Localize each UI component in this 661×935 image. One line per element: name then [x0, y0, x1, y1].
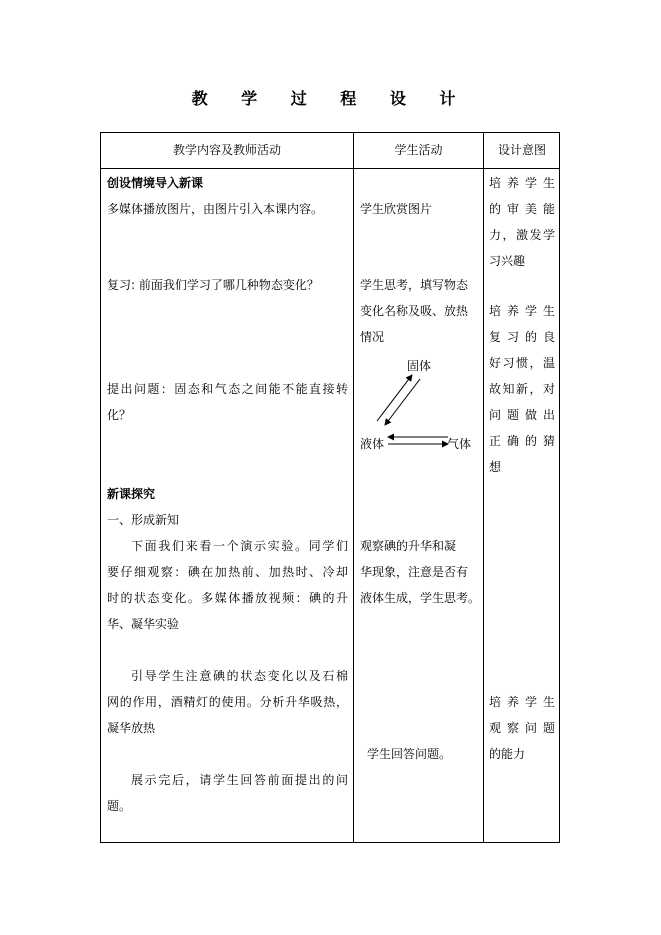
arrow-liquid-to-solid [377, 375, 412, 421]
student-activity-think-line2: 变化名称及吸、放热 [360, 304, 469, 318]
question-text-line1: 提出问题：固态和气态之间能不能直接转 [107, 382, 348, 396]
student-activity-think-line3: 情况 [360, 330, 385, 344]
guide-text-line3: 凝华放热 [107, 721, 156, 735]
intent-2-line3: 好习惯，温 [489, 356, 555, 370]
intent-3-line1: 培养学生 [489, 695, 555, 709]
state-change-diagram [354, 363, 483, 453]
intent-2-line5: 问题做出 [489, 408, 555, 422]
closing-text-line2: 题。 [107, 799, 132, 813]
header-divider [101, 168, 559, 169]
experiment-text-line1: 下面我们来看一个演示实验。同学们 [131, 539, 348, 553]
closing-text-line1: 展示完后，请学生回答前面提出的问 [131, 773, 348, 787]
guide-text-line2: 网的作用，酒精灯的使用。分析升华吸热， [107, 695, 348, 709]
intent-2-line7: 想 [489, 460, 502, 474]
column-divider-2 [483, 133, 484, 842]
student-activity-observe-line1: 观察碘的升华和凝 [360, 539, 457, 553]
page-title: 教 学 过 程 设 计 [191, 89, 470, 108]
arrow-solid-to-liquid [385, 379, 420, 425]
student-activity-answer: 学生回答问题。 [367, 747, 452, 761]
column-divider-1 [353, 133, 354, 842]
experiment-text-line4: 华、凝华实验 [107, 617, 180, 631]
intent-1-line3: 力，激发学 [489, 228, 555, 242]
student-activity-think-line1: 学生思考，填写物态 [360, 278, 469, 292]
intent-1-line4: 习兴趣 [489, 254, 526, 268]
intent-2-line6: 正确的猜 [489, 434, 555, 448]
header-student-activity: 学生活动 [394, 143, 443, 157]
intent-1-line2: 的审美能 [489, 202, 555, 216]
intro-text: 多媒体播放图片，由图片引入本课内容。 [107, 202, 324, 216]
intent-2-line4: 故知新，对 [489, 382, 555, 396]
review-text: 复习: 前面我们学习了哪几种物态变化？ [107, 278, 319, 292]
diagram-label-gas: 气体 [447, 437, 472, 451]
student-activity-appreciate: 学生欣赏图片 [360, 202, 433, 216]
question-text-line2: 化？ [107, 408, 132, 422]
student-activity-observe-line2: 华现象，注意是否有 [360, 565, 469, 579]
header-teacher-activity: 教学内容及教师活动 [172, 143, 281, 157]
guide-text-line1: 引导学生注意碘的状态变化以及石棉 [131, 669, 348, 683]
diagram-label-liquid: 液体 [360, 437, 385, 451]
header-design-intent: 设计意图 [497, 143, 546, 157]
subheading-form-knowledge: 一、形成新知 [107, 513, 180, 527]
diagram-label-solid: 固体 [407, 359, 432, 373]
intent-2-line2: 复习的良 [489, 330, 555, 344]
intent-3-line3: 的能力 [489, 747, 526, 761]
section-heading-new-lesson: 新课探究 [107, 487, 156, 501]
experiment-text-line3: 时的状态变化。多媒体播放视频：碘的升 [107, 591, 348, 605]
experiment-text-line2: 要仔细观察：碘在加热前、加热时、冷却 [107, 565, 348, 579]
section-heading-intro: 创设情境导入新课 [107, 176, 204, 190]
intent-2-line1: 培养学生 [489, 304, 555, 318]
lesson-process-table [100, 132, 560, 843]
intent-3-line2: 观察问题 [489, 721, 555, 735]
intent-1-line1: 培养学生 [489, 176, 555, 190]
student-activity-observe-line3: 液体生成，学生思考。 [360, 591, 481, 605]
